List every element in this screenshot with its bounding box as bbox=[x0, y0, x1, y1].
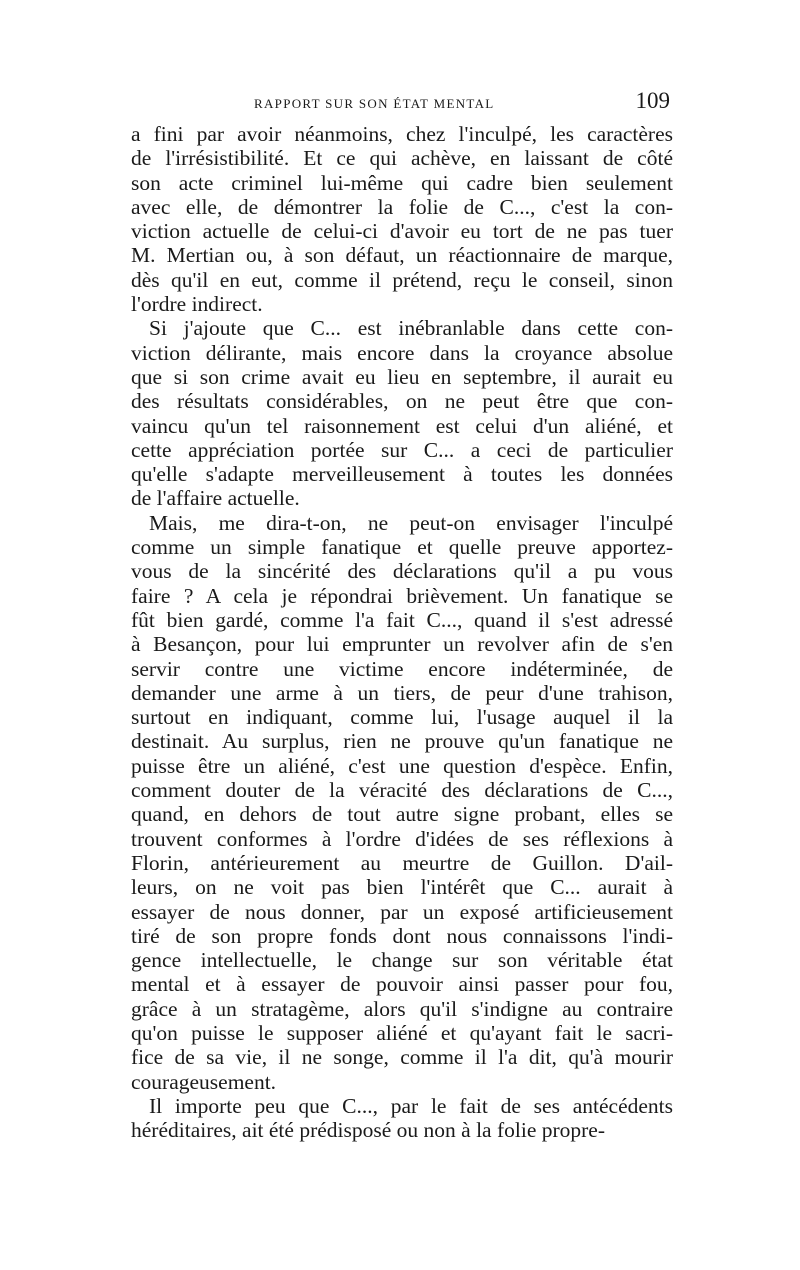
text-line: demander une arme à un tiers, de peur d'une trahison, bbox=[131, 680, 673, 705]
text-line: vous de la sincérité des déclarations qu'il a pu vous bbox=[131, 559, 673, 584]
paragraph bbox=[131, 316, 673, 510]
text-line: trouvent conformes à l'ordre d'idées de ses réflexions à bbox=[131, 826, 673, 851]
text-line: son acte criminel lui-même qui cadre bien seulement bbox=[131, 170, 673, 195]
text-line: que si son crime avait eu lieu en septembre, il aurait eu bbox=[131, 364, 673, 389]
text-line: tiré de son propre fonds dont nous connaissons l'indi- bbox=[131, 923, 673, 948]
text-line: à Besançon, pour lui emprunter un revolver afin de s'en bbox=[131, 632, 673, 657]
text-line: grâce à un stratagème, alors qu'il s'indigne au contraire bbox=[131, 996, 673, 1021]
text-line: courageusement. bbox=[131, 1069, 277, 1094]
text-line: Mais, me dira-t-on, ne peut-on envisager l'inculpé bbox=[149, 510, 673, 535]
text-line: cette appréciation portée sur C... a ceci de particulier bbox=[131, 437, 673, 462]
text-line: vaincu qu'un tel raisonnement est celui d'un aliéné, et bbox=[131, 413, 673, 438]
text-line: viction actuelle de celui-ci d'avoir eu tort de ne pas tuer bbox=[131, 219, 673, 244]
text-line: Florin, antérieurement au meurtre de Guillon. D'ail- bbox=[131, 850, 673, 875]
text-line: M. Mertian ou, à son défaut, un réactionnaire de marque, bbox=[131, 243, 673, 268]
text-line: a fini par avoir néanmoins, chez l'inculpé, les caractères bbox=[131, 122, 673, 146]
paragraph bbox=[131, 1094, 673, 1143]
text-line: quand, en dehors de tout autre signe probant, elles se bbox=[131, 802, 673, 827]
text-line: avec elle, de démontrer la folie de C..., c'est la con- bbox=[131, 194, 673, 219]
page-number: 109 bbox=[635, 88, 670, 113]
text-line: Il importe peu que C..., par le fait de ses antécédents bbox=[149, 1093, 673, 1118]
text-line: Si j'ajoute que C... est inébranlable dans cette con- bbox=[149, 316, 673, 341]
text-line: fût bien gardé, comme l'a fait C..., quand il s'est adressé bbox=[131, 607, 673, 632]
text-line: des résultats considérables, on ne peut être que con- bbox=[131, 389, 673, 414]
text-line: mental et à essayer de pouvoir ainsi passer pour fou, bbox=[131, 972, 673, 997]
text-line: qu'elle s'adapte merveilleusement à toutes les données bbox=[131, 462, 673, 487]
text-line: essayer de nous donner, par un exposé artificieusement bbox=[131, 899, 673, 924]
text-line: gence intellectuelle, le change sur son véritable état bbox=[131, 948, 673, 973]
paragraph bbox=[131, 511, 673, 1094]
text-line: comme un simple fanatique et quelle preuve apportez- bbox=[131, 535, 673, 560]
running-title: RAPPORT SUR SON ÉTAT MENTAL bbox=[254, 96, 495, 111]
text-line: dès qu'il en eut, comme il prétend, reçu le conseil, sinon bbox=[131, 267, 673, 292]
text-line: leurs, on ne voit pas bien l'intérêt que C... aurait à bbox=[131, 875, 673, 900]
text-line: puisse être un aliéné, c'est une question d'espèce. Enfin, bbox=[131, 753, 673, 778]
text-line: surtout en indiquant, comme lui, l'usage auquel il la bbox=[131, 705, 673, 730]
running-head bbox=[130, 88, 670, 118]
text-line: destinait. Au surplus, rien ne prouve qu'un fanatique ne bbox=[131, 729, 673, 754]
body-text bbox=[131, 122, 673, 1142]
text-line: faire ? A cela je répondrai brièvement. Un fanatique se bbox=[131, 583, 673, 608]
paragraph bbox=[131, 122, 673, 316]
text-line: fice de sa vie, il ne songe, comme il l'a dit, qu'à mourir bbox=[131, 1045, 673, 1070]
text-line: héréditaires, ait été prédisposé ou non à la folie propre- bbox=[131, 1118, 606, 1143]
text-line: comment douter de la véracité des déclarations de C..., bbox=[131, 778, 673, 803]
text-line: servir contre une victime encore indéterminée, de bbox=[131, 656, 673, 681]
text-line: l'ordre indirect. bbox=[131, 292, 263, 317]
text-line: qu'on puisse le supposer aliéné et qu'ayant fait le sacri- bbox=[131, 1020, 673, 1045]
text-line: viction délirante, mais encore dans la croyance absolue bbox=[131, 340, 673, 365]
text-line: de l'irrésistibilité. Et ce qui achève, en laissant de côté bbox=[131, 146, 673, 171]
text-line: de l'affaire actuelle. bbox=[131, 486, 300, 511]
